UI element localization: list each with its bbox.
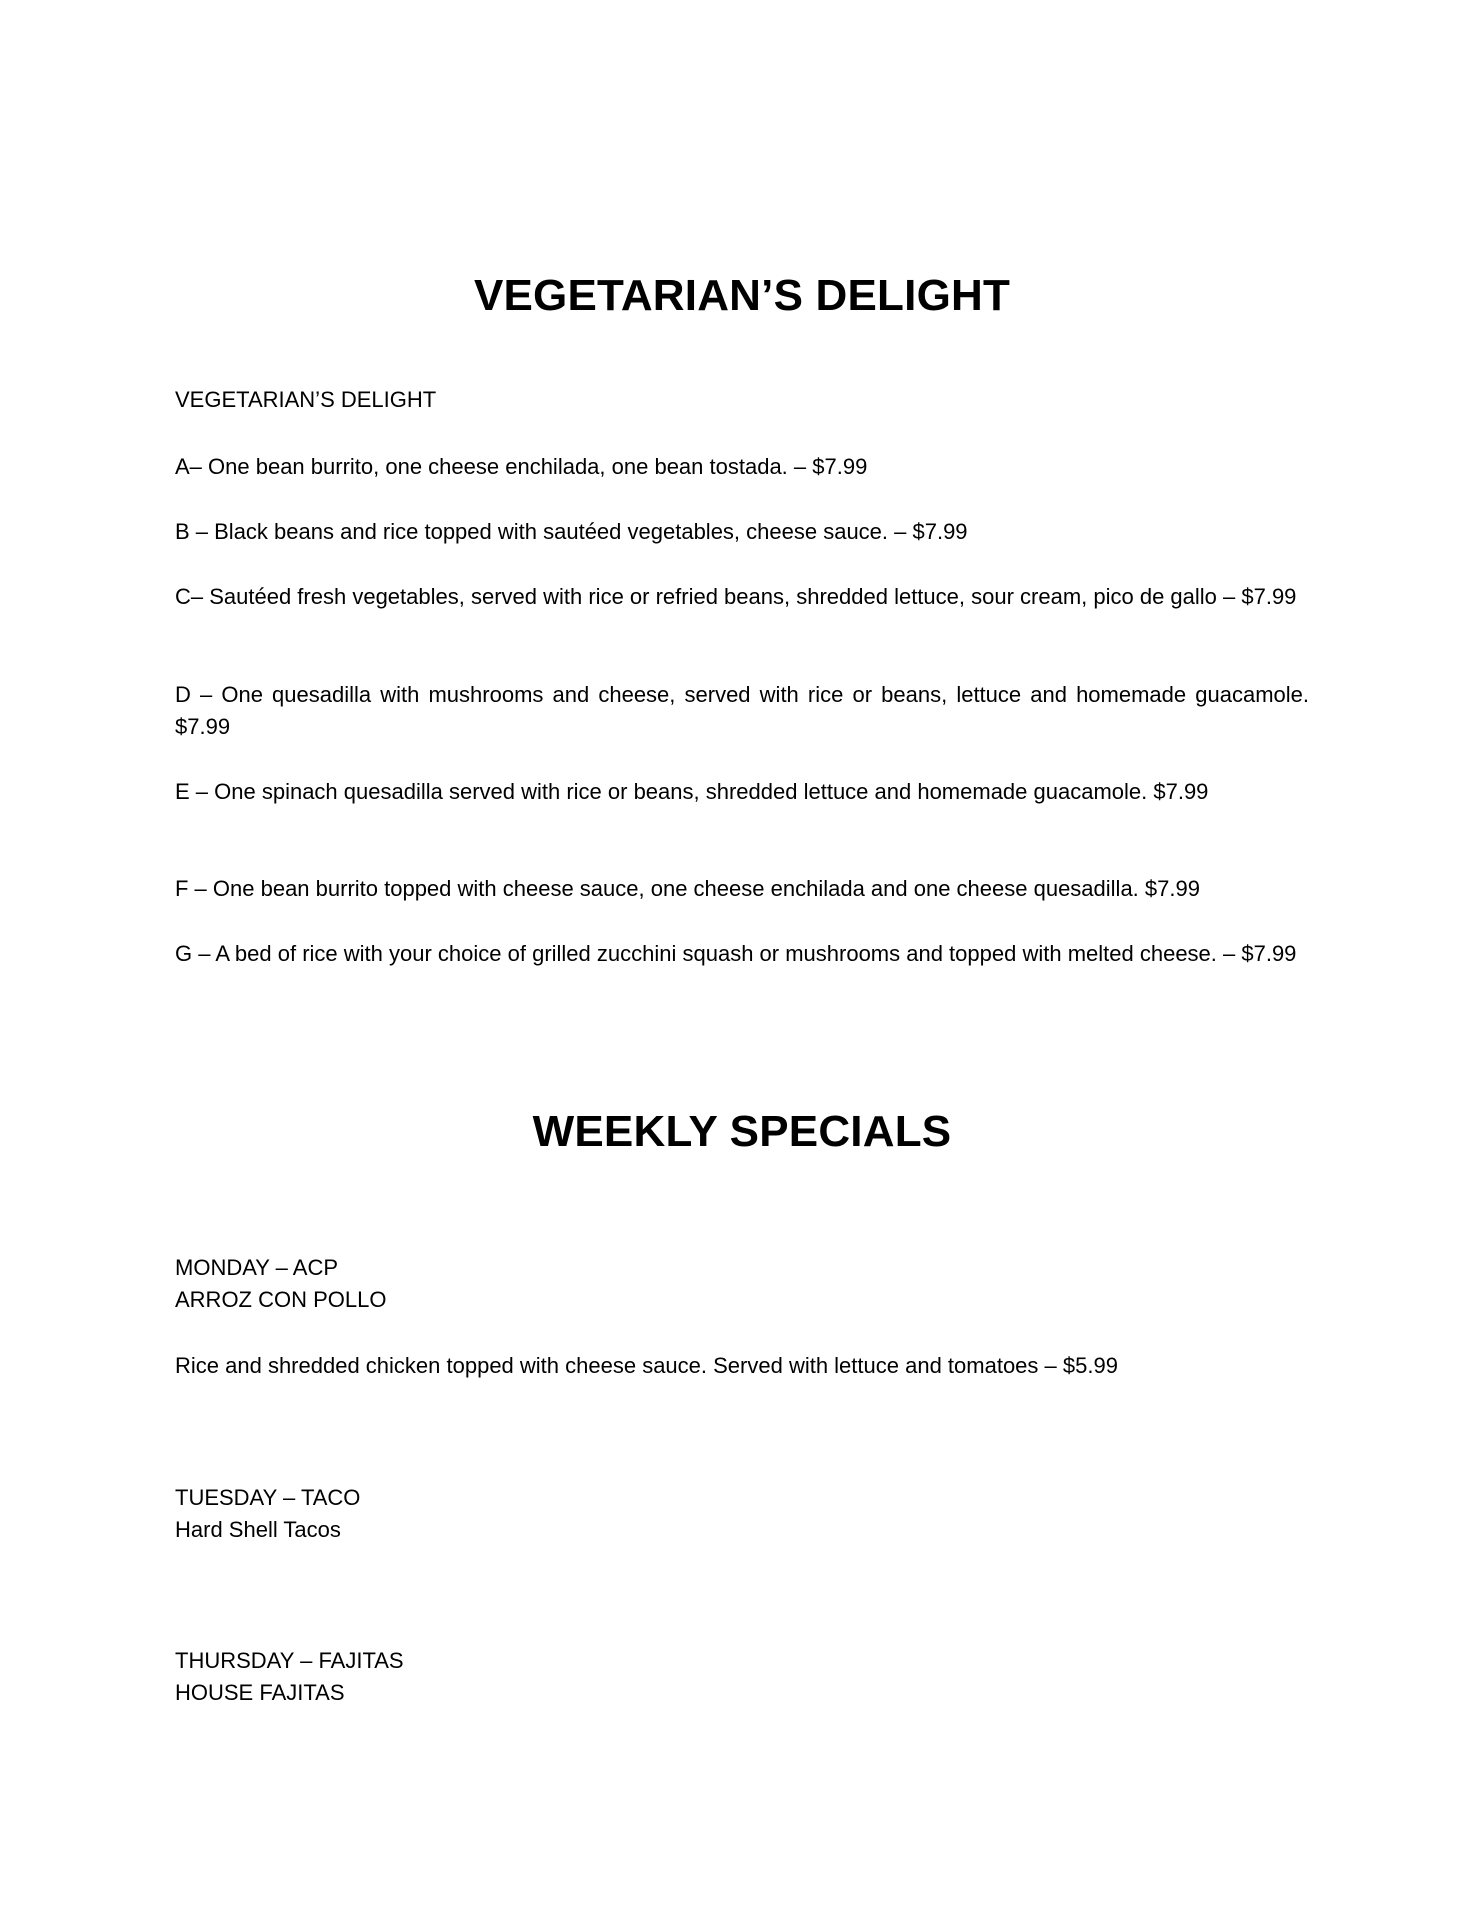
- menu-item-d: D – One quesadilla with mushrooms and cheese, served with rice or beans, lettuce and homemade guacamole. $7.99: [175, 682, 1309, 739]
- special-dish-name: Hard Shell Tacos: [175, 1517, 341, 1542]
- special-thursday: [175, 1645, 1309, 1709]
- weekly-specials-title: WEEKLY SPECIALS: [532, 1107, 952, 1156]
- menu-item-g: G – A bed of rice with your choice of grilled zucchini squash or mushrooms and topped with melted cheese. – $7.99: [175, 941, 1297, 966]
- menu-item-e: E – One spinach quesadilla served with rice or beans, shredded lettuce and homemade guacamole. $7.99: [175, 779, 1209, 804]
- special-tuesday: [175, 1482, 1309, 1546]
- special-dish-name: HOUSE FAJITAS: [175, 1680, 345, 1705]
- vegetarian-subtitle: VEGETARIAN’S DELIGHT: [175, 387, 437, 412]
- menu-item-b: B – Black beans and rice topped with sautéed vegetables, cheese sauce. – $7.99: [175, 519, 968, 544]
- special-day-label: MONDAY – ACP: [175, 1255, 339, 1280]
- special-dish-name: ARROZ CON POLLO: [175, 1287, 387, 1312]
- special-monday-description: Rice and shredded chicken topped with cheese sauce. Served with lettuce and tomatoes – $5.99: [175, 1353, 1118, 1378]
- menu-item-c: C– Sautéed fresh vegetables, served with rice or refried beans, shredded lettuce, sour cream, pico de gallo – $7.99: [175, 584, 1297, 609]
- menu-item-f: F – One bean burrito topped with cheese sauce, one cheese enchilada and one cheese quesadilla. $7.99: [175, 876, 1200, 901]
- special-day-label: THURSDAY – FAJITAS: [175, 1648, 404, 1673]
- special-day-label: TUESDAY – TACO: [175, 1485, 361, 1510]
- special-monday: [175, 1252, 1309, 1316]
- menu-item-a: A– One bean burrito, one cheese enchilada, one bean tostada. – $7.99: [175, 454, 868, 479]
- vegetarian-section-title: VEGETARIAN’S DELIGHT: [473, 271, 1011, 320]
